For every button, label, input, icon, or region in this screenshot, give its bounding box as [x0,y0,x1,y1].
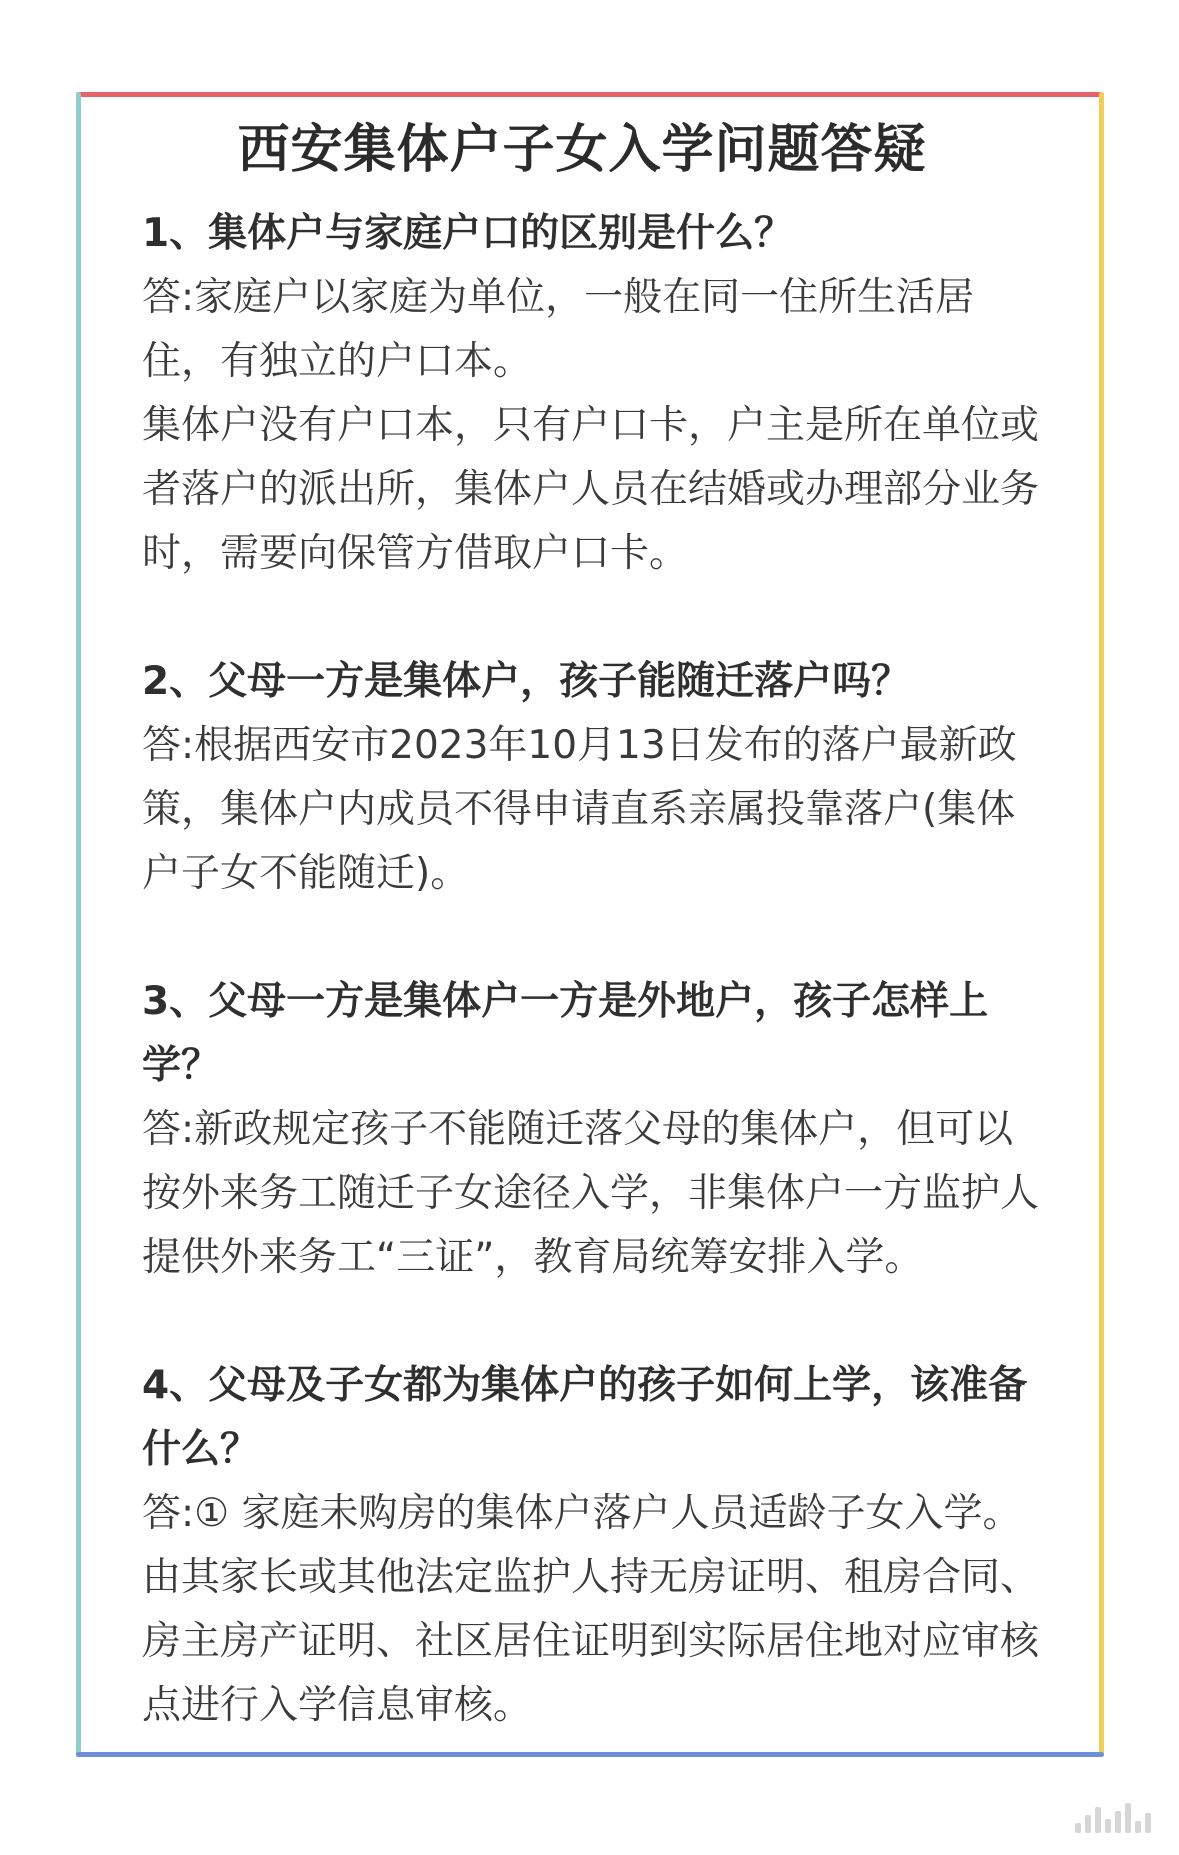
question-2: 2、父母一方是集体户，孩子能随迁落户吗？ [142,659,911,704]
answer-3-paragraph-1: 答:新政规定孩子不能随迁落父母的集体户，但可以按外来务工随迁子女途径入学，非集体户一方监护人提供外来务工“三证”，教育局统筹安排入学。 [142,1107,1040,1280]
page-title: 西安集体户子女入学问题答疑 [237,120,927,180]
qa-item-4 [142,1354,1042,1738]
section-gap [142,1290,1042,1354]
answer-2-paragraph-1: 答:根据西安市2023年10月13日发布的落户最新政策，集体户内成员不得申请直系亲属投靠落户(集体户子女不能随迁)。 [142,723,1017,896]
card-content [142,110,1042,1738]
qa-card [76,92,1104,1757]
card-top-border [76,92,1104,97]
watermark-bar [1085,1815,1091,1833]
card-left-border [76,92,81,1757]
watermark-bar [1145,1813,1151,1833]
watermark-bar [1075,1823,1081,1833]
qa-item-3 [142,970,1042,1290]
section-gap [142,586,1042,650]
watermark-bar [1115,1811,1121,1833]
question-3: 3、父母一方是集体户一方是外地户，孩子怎样上学？ [142,979,989,1088]
watermark-bar [1125,1803,1131,1833]
qa-item-1 [142,202,1042,586]
section-gap [142,906,1042,970]
question-4: 4、父母及子女都为集体户的孩子如何上学，该准备什么？ [142,1363,1028,1472]
answer-1-paragraph-2: 集体户没有户口本，只有户口卡，户主是所在单位或者落户的派出所，集体户人员在结婚或办理部分业务时，需要向保管方借取户口卡。 [142,403,1040,576]
qa-item-2 [142,650,1042,906]
watermark-logo [1075,1803,1151,1833]
card-bottom-border [76,1752,1104,1757]
watermark-bar [1135,1821,1141,1833]
watermark-bar [1095,1807,1101,1833]
answer-1-paragraph-1: 答:家庭户以家庭为单位，一般在同一住所生活居住，有独立的户口本。 [142,275,975,384]
card-right-border [1099,92,1104,1757]
watermark-bar [1105,1819,1111,1833]
question-1: 1、集体户与家庭户口的区别是什么？ [142,211,794,256]
answer-4-paragraph-1: 答:① 家庭未购房的集体户落户人员适龄子女入学。由其家长或其他法定监护人持无房证明、租房合同、房主房产证明、社区居住证明到实际居住地对应审核点进行入学信息审核。 [142,1491,1040,1728]
